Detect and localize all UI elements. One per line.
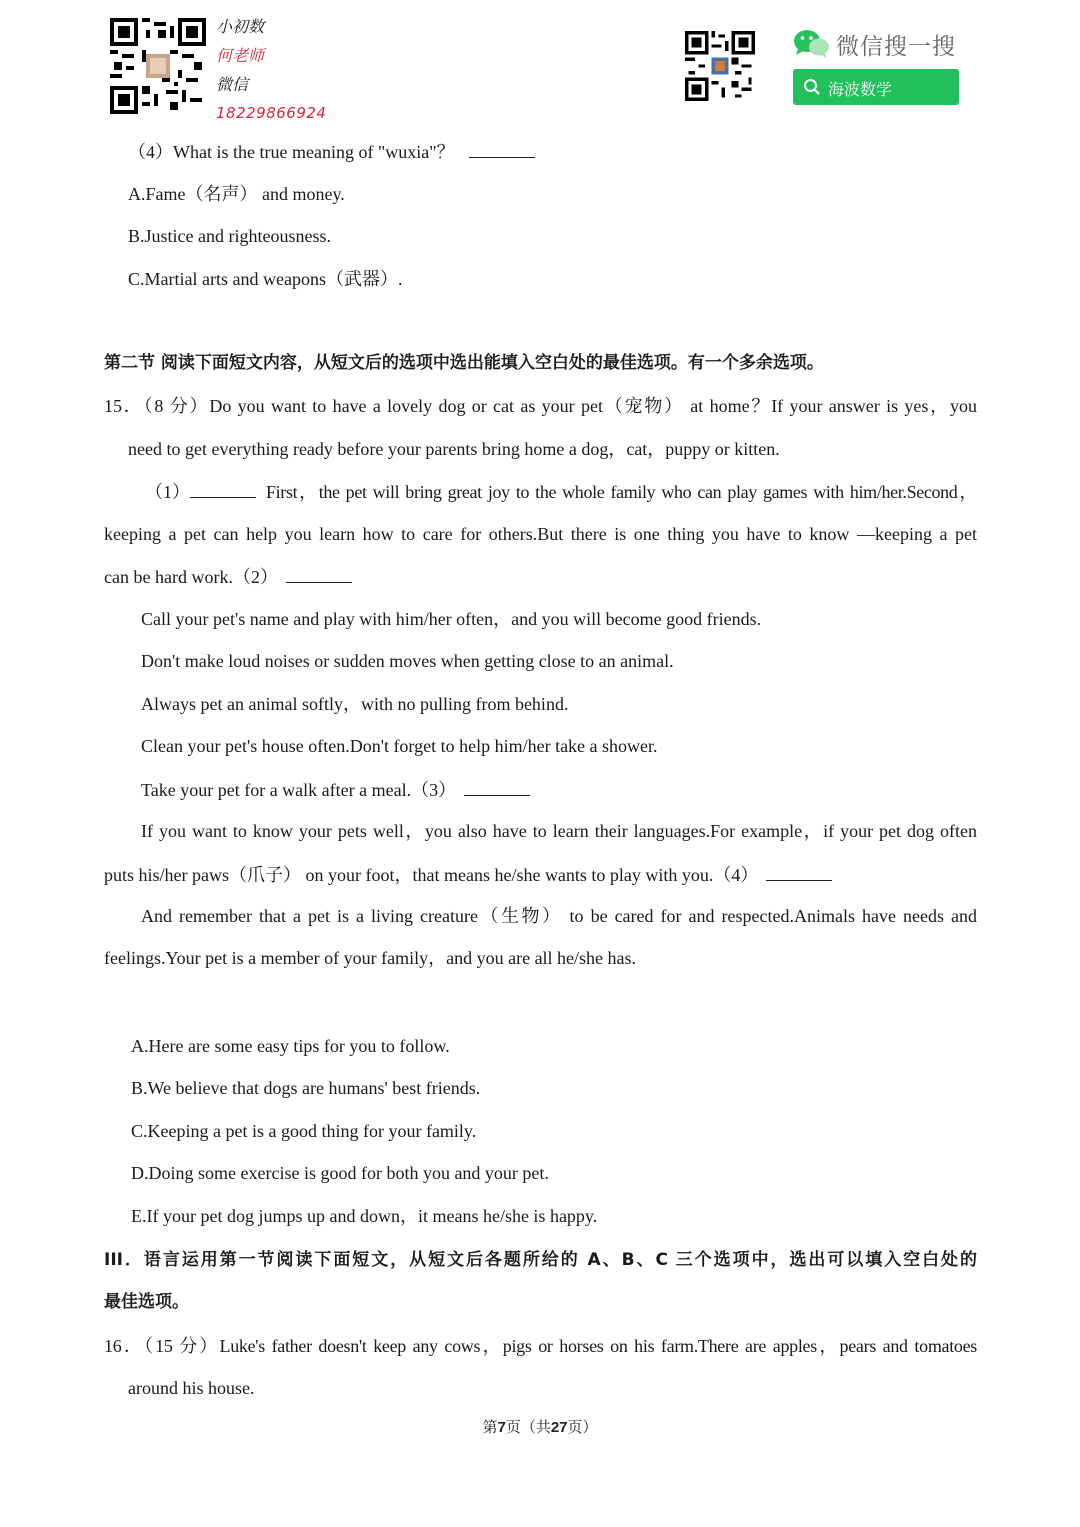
contact-phone: 18229866924 xyxy=(216,104,327,122)
qr-code-wechat xyxy=(685,31,755,101)
q15-tip-3: Always pet an animal softly，with no pulling from behind. xyxy=(141,694,569,714)
q15-tip-5 xyxy=(141,777,530,802)
contact-line-1: 小初数 xyxy=(216,17,265,36)
answer-blank[interactable] xyxy=(286,564,352,583)
answer-blank[interactable] xyxy=(190,479,256,498)
search-icon xyxy=(803,78,821,100)
q15-intro-line-2: need to get everything ready before your parents bring home a dog，cat，puppy or kitten. xyxy=(128,439,780,459)
q15-para1-line-3 xyxy=(104,564,352,589)
q14-part4-question xyxy=(128,139,535,164)
q15-option-d: D.Doing some exercise is good for both you and your pet. xyxy=(131,1163,549,1183)
q14-question-text: （4）What is the true meaning of "wuxia"？ xyxy=(128,142,455,162)
q14-option-a: A.Fame（名声） and money. xyxy=(128,184,345,204)
q15-option-a: A.Here are some easy tips for you to follow. xyxy=(131,1036,450,1056)
q16-line-1: 16．（15 分）Luke's father doesn't keep any cows，pigs or horses on his farm.There are apples，pears and tomatoes xyxy=(104,1336,977,1356)
contact-line-3: 微信 xyxy=(216,75,249,94)
page-footer xyxy=(0,1416,1080,1437)
wechat-logo-icon xyxy=(792,28,832,65)
contact-info xyxy=(216,12,326,128)
blank-1-label: （1） xyxy=(145,482,190,502)
q15-option-e: E.If your pet dog jumps up and down，it means he/she is happy. xyxy=(131,1206,598,1226)
q15-para1-text: First，the pet will bring great joy to the whole family who can play games with him/her.Second， xyxy=(266,482,977,502)
section3-heading-line-1: III．语言运用第一节阅读下面短文，从短文后各题所给的 A、B、C 三个选项中，选出可以填入空白处的 xyxy=(104,1250,977,1270)
q15-para1-line-1 xyxy=(145,479,977,504)
q15-option-b: B.We believe that dogs are humans' best friends. xyxy=(131,1078,481,1098)
q15-tip-5-text: Take your pet for a walk after a meal.（3） xyxy=(141,780,457,800)
q14-option-b: B.Justice and righteousness. xyxy=(128,226,331,246)
section2-heading: 第二节 阅读下面短文内容，从短文后的选项中选出能填入空白处的最佳选项。有一个多余选项。 xyxy=(104,353,824,373)
answer-blank[interactable] xyxy=(766,862,832,881)
footer-suffix: 页） xyxy=(567,1418,598,1436)
q15-para1-end: can be hard work.（2） xyxy=(104,567,278,587)
q15-para2-end: puts his/her paws（爪子） on your foot，that means he/she wants to play with you.（4） xyxy=(104,865,759,885)
wechat-search-label: 微信搜一搜 xyxy=(836,34,956,60)
q14-option-c: C.Martial arts and weapons（武器）. xyxy=(128,269,403,289)
q15-tip-2: Don't make loud noises or sudden moves when getting close to an animal. xyxy=(141,651,674,671)
footer-prefix: 第 xyxy=(482,1418,498,1436)
page-total: 27 xyxy=(550,1419,568,1436)
section3-heading-line-2: 最佳选项。 xyxy=(104,1292,189,1312)
qr-code-teacher xyxy=(110,18,206,114)
q15-para3-line-1: And remember that a pet is a living creature（生物） to be cared for and respected.Animals have needs and xyxy=(141,906,977,926)
search-button-label: 海波数学 xyxy=(828,80,893,99)
page-number: 7 xyxy=(497,1419,506,1436)
q15-para1-line-2: keeping a pet can help you learn how to care for others.But there is one thing you have to know —keeping a pet xyxy=(104,524,977,544)
footer-mid: 页（共 xyxy=(505,1418,551,1436)
wechat-search-button[interactable] xyxy=(793,69,959,105)
q15-intro-line-1: 15．（8 分）Do you want to have a lovely dog or cat as your pet（宠物） at home？If your answer is yes，you xyxy=(104,396,977,416)
q15-tip-4: Clean your pet's house often.Don't forget to help him/her take a shower. xyxy=(141,736,658,756)
q15-para2-line-1: If you want to know your pets well，you also have to learn their languages.For example，if your pet dog often xyxy=(141,821,977,841)
answer-blank[interactable] xyxy=(464,777,530,796)
answer-blank[interactable] xyxy=(469,139,535,158)
q15-option-c: C.Keeping a pet is a good thing for your family. xyxy=(131,1121,477,1141)
q15-para2-line-2 xyxy=(104,862,832,887)
q15-para3-line-2: feelings.Your pet is a member of your family，and you are all he/she has. xyxy=(104,948,637,968)
q16-line-2: around his house. xyxy=(128,1378,255,1398)
contact-line-2: 何老师 xyxy=(216,46,265,65)
q15-tip-1: Call your pet's name and play with him/her often，and you will become good friends. xyxy=(141,609,762,629)
